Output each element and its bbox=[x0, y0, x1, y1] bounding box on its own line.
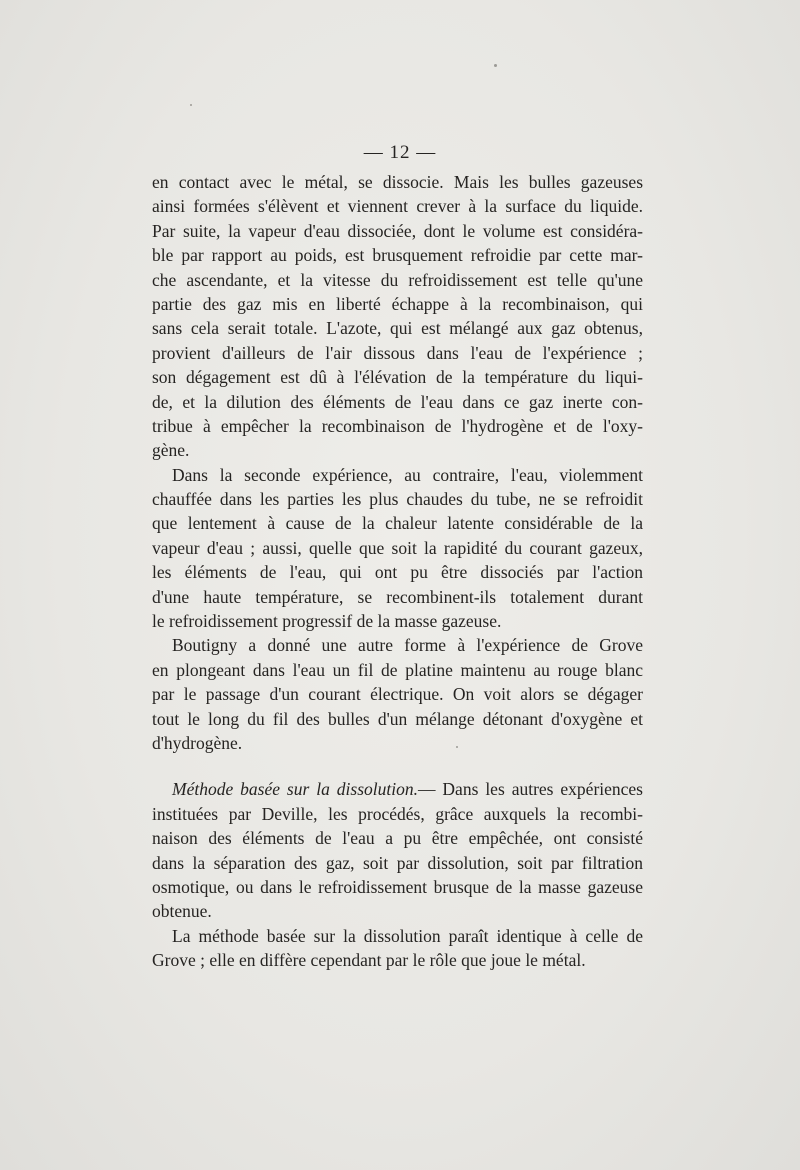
text-line: provient d'ailleurs de l'air dissous dans l'eau de l'expérience ; bbox=[152, 342, 643, 363]
paragraph-1 bbox=[152, 170, 643, 463]
text-line: chauffée dans les parties les plus chaudes du tube, ne se refroidit bbox=[152, 489, 643, 510]
text-line: instituées par Deville, les procédés, grâce auxquels la recombi- bbox=[152, 803, 643, 824]
text-line: vapeur d'eau ; aussi, quelle que soit la rapidité du courant gazeux, bbox=[152, 537, 643, 558]
paragraph-3 bbox=[152, 633, 643, 755]
text-line: par le passage d'un courant électrique. On voit alors se dégager bbox=[152, 684, 643, 705]
text-line: d'hydrogène. bbox=[152, 732, 243, 753]
text-line: dans la séparation des gaz, soit par dissolution, soit par filtration bbox=[152, 852, 643, 873]
text-line: Dans la seconde expérience, au contraire, l'eau, violemment bbox=[172, 464, 643, 485]
text-line: d'une haute température, se recombinent-ils totalement durant bbox=[152, 586, 643, 607]
paragraph-gap bbox=[152, 755, 643, 777]
text-line: de, et la dilution des éléments de l'eau dans ce gaz inerte con- bbox=[152, 391, 643, 412]
section-heading: Méthode basée sur la dissolution. bbox=[172, 779, 418, 800]
text-line: sans cela serait totale. L'azote, qui est mélangé aux gaz obtenus, bbox=[152, 318, 643, 339]
paragraph-4 bbox=[152, 777, 643, 923]
text-line: en contact avec le métal, se dissocie. Mais les bulles gazeuses bbox=[152, 172, 643, 192]
text-line bbox=[152, 777, 643, 801]
page-number: — 12 — bbox=[363, 142, 437, 163]
text-line: ble par rapport au poids, est brusquement refroidie par cette mar- bbox=[152, 245, 643, 266]
text-line: Par suite, la vapeur d'eau dissociée, dont le volume est considéra- bbox=[152, 220, 643, 241]
text-line: obtenue. bbox=[152, 901, 212, 922]
text-line: le refroidissement progressif de la masse gazeuse. bbox=[152, 611, 502, 632]
text-line: que lentement à cause de la chaleur latente considérable de la bbox=[152, 513, 643, 534]
text-line: La méthode basée sur la dissolution paraît identique à celle de bbox=[172, 925, 643, 946]
body-text bbox=[152, 170, 643, 973]
heading-continuation: — Dans les autres expériences bbox=[417, 779, 643, 800]
paper-speck bbox=[494, 64, 497, 67]
text-line: partie des gaz mis en liberté échappe à la recombinaison, qui bbox=[152, 293, 643, 314]
text-line: tout le long du fil des bulles d'un mélange détonant d'oxygène et bbox=[152, 708, 643, 729]
text-line: Grove ; elle en diffère cependant par le rôle que joue le métal. bbox=[152, 950, 586, 971]
text-line: son dégagement est dû à l'élévation de la température du liqui- bbox=[152, 367, 643, 388]
text-line: che ascendante, et la vitesse du refroidissement est telle qu'une bbox=[152, 269, 643, 290]
paragraph-5 bbox=[152, 924, 643, 973]
text-line: les éléments de l'eau, qui ont pu être dissociés par l'action bbox=[152, 562, 643, 583]
text-line: gène. bbox=[152, 440, 190, 461]
text-line: osmotique, ou dans le refroidissement brusque de la masse gazeuse bbox=[152, 876, 643, 897]
paragraph-2 bbox=[152, 463, 643, 634]
text-line: en plongeant dans l'eau un fil de platine maintenu au rouge blanc bbox=[152, 659, 643, 680]
paper-speck bbox=[190, 104, 192, 106]
text-line: naison des éléments de l'eau a pu être empêchée, ont consisté bbox=[152, 828, 643, 849]
text-line: ainsi formées s'élèvent et viennent crever à la surface du liquide. bbox=[152, 196, 643, 217]
text-line: Boutigny a donné une autre forme à l'expérience de Grove bbox=[172, 635, 643, 656]
text-line: tribue à empêcher la recombinaison de l'hydrogène et de l'oxy- bbox=[152, 415, 643, 436]
